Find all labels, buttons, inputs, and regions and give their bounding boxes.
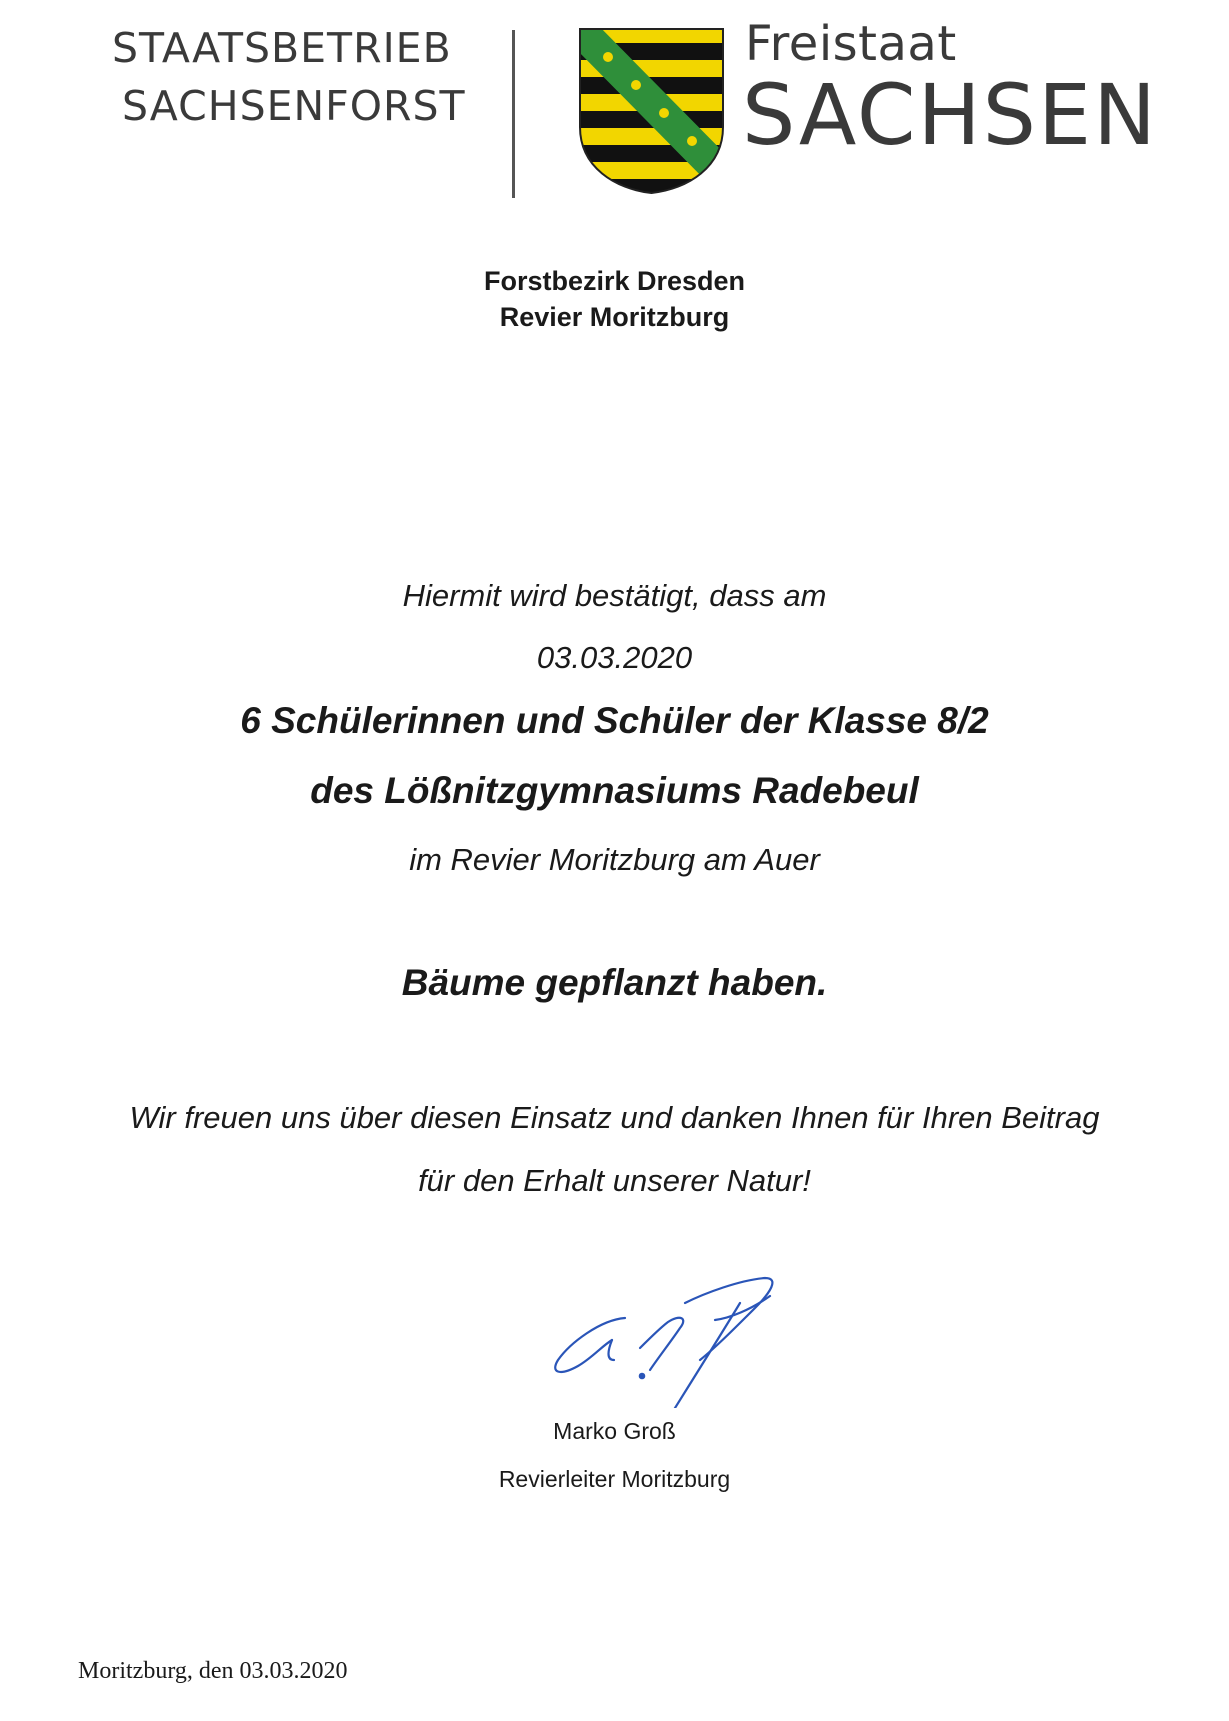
forest-revier: Revier Moritzburg xyxy=(499,302,730,332)
org-name-line1: STAATSBETRIEB xyxy=(112,24,452,72)
thanks-line1: Wir freuen uns über diesen Einsatz und danken Ihnen für Ihren Beitrag xyxy=(129,1100,1100,1135)
event-date: 03.03.2020 xyxy=(536,640,693,675)
handwritten-signature xyxy=(530,1248,810,1408)
place-and-date: Moritzburg, den 03.03.2020 xyxy=(78,1658,348,1684)
state-name-line1: Freistaat xyxy=(745,16,957,72)
students-line2: des Lößnitzgymnasiums Radebeul xyxy=(310,770,919,811)
state-name-line2: SACHSEN xyxy=(742,66,1158,164)
logo-divider xyxy=(512,30,515,198)
org-name-line2: SACHSENFORST xyxy=(122,82,466,130)
signer-role: Revierleiter Moritzburg xyxy=(498,1466,731,1492)
thanks-line2: für den Erhalt unserer Natur! xyxy=(418,1163,811,1198)
forest-district: Forstbezirk Dresden xyxy=(483,266,746,296)
location-text: im Revier Moritzburg am Auer xyxy=(409,842,820,877)
signer-name: Marko Groß xyxy=(553,1418,676,1444)
activity-text: Bäume gepflanzt haben. xyxy=(401,962,828,1003)
saxony-coat-of-arms-icon xyxy=(578,27,725,195)
confirmation-text: Hiermit wird bestätigt, dass am xyxy=(402,578,827,613)
students-line1: 6 Schülerinnen und Schüler der Klasse 8/2 xyxy=(240,700,989,741)
